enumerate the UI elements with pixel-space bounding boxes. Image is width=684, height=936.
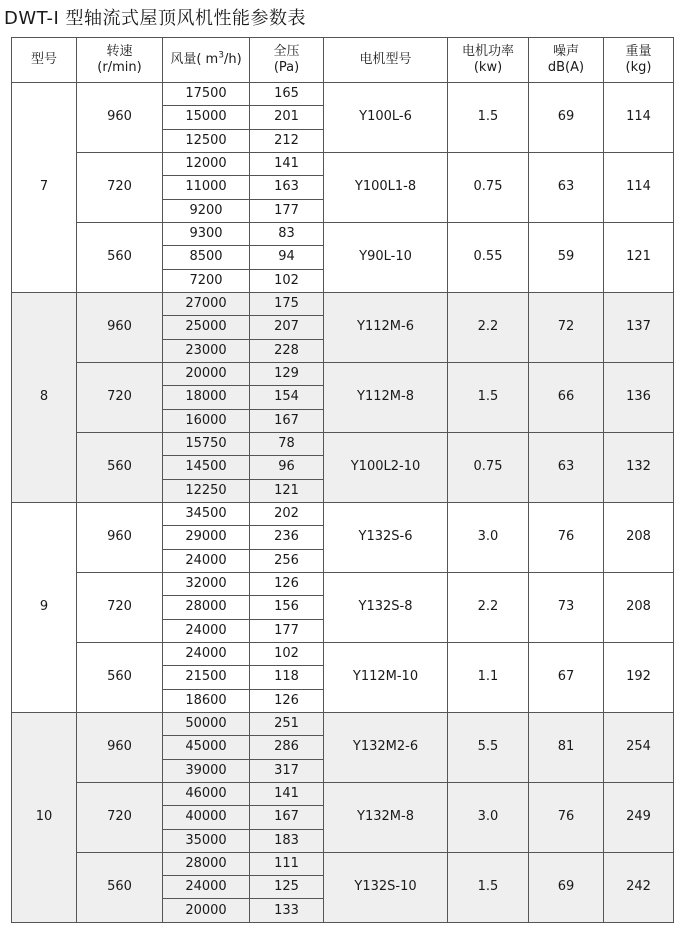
speed-cell: 720: [77, 362, 163, 432]
pressure-cell: 125: [250, 876, 324, 899]
speed-cell: 720: [77, 572, 163, 642]
pressure-cell: 202: [250, 502, 324, 525]
pressure-cell: 201: [250, 106, 324, 129]
power-cell: 5.5: [448, 712, 529, 782]
pressure-cell: 163: [250, 176, 324, 199]
power-cell: 0.55: [448, 222, 529, 292]
noise-cell: 63: [529, 432, 604, 502]
airflow-cell: 27000: [163, 292, 250, 315]
pressure-cell: 96: [250, 456, 324, 479]
noise-cell: 66: [529, 362, 604, 432]
airflow-cell: 23000: [163, 339, 250, 362]
header-row: [12, 38, 674, 83]
power-cell: 1.5: [448, 362, 529, 432]
model-cell: 9: [12, 502, 77, 712]
pressure-cell: 121: [250, 479, 324, 502]
model-cell: 7: [12, 83, 77, 293]
noise-cell: 73: [529, 572, 604, 642]
airflow-cell: 25000: [163, 316, 250, 339]
weight-cell: 208: [604, 502, 674, 572]
speed-cell: 560: [77, 432, 163, 502]
table-row: [12, 83, 674, 106]
noise-cell: 76: [529, 502, 604, 572]
airflow-cell: 46000: [163, 782, 250, 805]
pressure-cell: 177: [250, 199, 324, 222]
pressure-cell: 317: [250, 759, 324, 782]
model-cell: 10: [12, 712, 77, 922]
airflow-cell: 24000: [163, 619, 250, 642]
speed-cell: 720: [77, 152, 163, 222]
header-weight: 重量 (kg): [604, 38, 674, 83]
noise-cell: 72: [529, 292, 604, 362]
airflow-cell: 8500: [163, 246, 250, 269]
table-row: [12, 712, 674, 735]
speed-cell: 960: [77, 83, 163, 153]
pressure-cell: 156: [250, 596, 324, 619]
airflow-cell: 50000: [163, 712, 250, 735]
motor-cell: Y100L2-10: [324, 432, 448, 502]
pressure-cell: 118: [250, 666, 324, 689]
pressure-cell: 183: [250, 829, 324, 852]
airflow-cell: 17500: [163, 83, 250, 106]
table-row: [12, 222, 674, 245]
airflow-cell: 12500: [163, 129, 250, 152]
weight-cell: 208: [604, 572, 674, 642]
motor-cell: Y132S-8: [324, 572, 448, 642]
motor-cell: Y132S-10: [324, 852, 448, 922]
power-cell: 1.5: [448, 852, 529, 922]
table-row: [12, 782, 674, 805]
motor-cell: Y112M-8: [324, 362, 448, 432]
motor-cell: Y132M-8: [324, 782, 448, 852]
weight-cell: 121: [604, 222, 674, 292]
noise-cell: 69: [529, 83, 604, 153]
pressure-cell: 256: [250, 549, 324, 572]
airflow-cell: 20000: [163, 362, 250, 385]
airflow-cell: 28000: [163, 852, 250, 875]
pressure-cell: 141: [250, 782, 324, 805]
noise-cell: 63: [529, 152, 604, 222]
airflow-cell: 15000: [163, 106, 250, 129]
noise-cell: 81: [529, 712, 604, 782]
airflow-cell: 9300: [163, 222, 250, 245]
airflow-cell: 18600: [163, 689, 250, 712]
table-row: [12, 642, 674, 665]
pressure-cell: 111: [250, 852, 324, 875]
pressure-cell: 167: [250, 409, 324, 432]
speed-cell: 960: [77, 712, 163, 782]
table-row: [12, 292, 674, 315]
noise-cell: 67: [529, 642, 604, 712]
noise-cell: 76: [529, 782, 604, 852]
pressure-cell: 133: [250, 899, 324, 923]
pressure-cell: 129: [250, 362, 324, 385]
pressure-cell: 177: [250, 619, 324, 642]
airflow-cell: 39000: [163, 759, 250, 782]
power-cell: 0.75: [448, 152, 529, 222]
airflow-cell: 35000: [163, 829, 250, 852]
power-cell: 3.0: [448, 782, 529, 852]
airflow-cell: 21500: [163, 666, 250, 689]
speed-cell: 560: [77, 642, 163, 712]
motor-cell: Y100L1-8: [324, 152, 448, 222]
pressure-cell: 236: [250, 526, 324, 549]
speed-cell: 720: [77, 782, 163, 852]
header-motor: 电机型号: [324, 38, 448, 83]
airflow-cell: 45000: [163, 736, 250, 759]
header-power: 电机功率 (kw): [448, 38, 529, 83]
weight-cell: 137: [604, 292, 674, 362]
pressure-cell: 83: [250, 222, 324, 245]
airflow-cell: 11000: [163, 176, 250, 199]
header-model: 型号: [12, 38, 77, 83]
motor-cell: Y112M-6: [324, 292, 448, 362]
airflow-cell: 20000: [163, 899, 250, 923]
weight-cell: 192: [604, 642, 674, 712]
power-cell: 3.0: [448, 502, 529, 572]
weight-cell: 114: [604, 83, 674, 153]
table-row: [12, 432, 674, 455]
noise-cell: 69: [529, 852, 604, 922]
weight-cell: 132: [604, 432, 674, 502]
motor-cell: Y132M2-6: [324, 712, 448, 782]
pressure-cell: 78: [250, 432, 324, 455]
airflow-cell: 28000: [163, 596, 250, 619]
power-cell: 1.5: [448, 83, 529, 153]
weight-cell: 136: [604, 362, 674, 432]
airflow-cell: 12000: [163, 152, 250, 175]
pressure-cell: 126: [250, 572, 324, 595]
header-noise: 噪声 dB(A): [529, 38, 604, 83]
table-row: [12, 502, 674, 525]
pressure-cell: 154: [250, 386, 324, 409]
weight-cell: 249: [604, 782, 674, 852]
weight-cell: 242: [604, 852, 674, 922]
pressure-cell: 251: [250, 712, 324, 735]
airflow-cell: 34500: [163, 502, 250, 525]
pressure-cell: 102: [250, 269, 324, 292]
table-body: [12, 83, 674, 923]
airflow-cell: 40000: [163, 806, 250, 829]
performance-table: [11, 37, 674, 923]
table-row: [12, 852, 674, 875]
table-row: [12, 152, 674, 175]
airflow-cell: 15750: [163, 432, 250, 455]
pressure-cell: 167: [250, 806, 324, 829]
pressure-cell: 207: [250, 316, 324, 339]
speed-cell: 560: [77, 852, 163, 922]
pressure-cell: 126: [250, 689, 324, 712]
speed-cell: 560: [77, 222, 163, 292]
speed-cell: 960: [77, 292, 163, 362]
pressure-cell: 286: [250, 736, 324, 759]
pressure-cell: 141: [250, 152, 324, 175]
header-pressure: 全压 (Pa): [250, 38, 324, 83]
weight-cell: 254: [604, 712, 674, 782]
airflow-cell: 16000: [163, 409, 250, 432]
power-cell: 2.2: [448, 572, 529, 642]
motor-cell: Y132S-6: [324, 502, 448, 572]
power-cell: 2.2: [448, 292, 529, 362]
airflow-cell: 32000: [163, 572, 250, 595]
power-cell: 0.75: [448, 432, 529, 502]
noise-cell: 59: [529, 222, 604, 292]
motor-cell: Y90L-10: [324, 222, 448, 292]
airflow-cell: 14500: [163, 456, 250, 479]
airflow-cell: 18000: [163, 386, 250, 409]
table-row: [12, 362, 674, 385]
pressure-cell: 102: [250, 642, 324, 665]
header-airflow: 风量( $m^3/h$): [163, 38, 250, 83]
model-cell: 8: [12, 292, 77, 502]
pressure-cell: 175: [250, 292, 324, 315]
airflow-cell: 9200: [163, 199, 250, 222]
airflow-cell: 29000: [163, 526, 250, 549]
motor-cell: Y112M-10: [324, 642, 448, 712]
header-speed: 转速 (r/min): [77, 38, 163, 83]
table-row: [12, 572, 674, 595]
pressure-cell: 165: [250, 83, 324, 106]
airflow-cell: 24000: [163, 876, 250, 899]
airflow-cell: 24000: [163, 642, 250, 665]
airflow-cell: 12250: [163, 479, 250, 502]
power-cell: 1.1: [448, 642, 529, 712]
page-title: DWT-I 型轴流式屋顶风机性能参数表: [4, 8, 307, 29]
pressure-cell: 94: [250, 246, 324, 269]
speed-cell: 960: [77, 502, 163, 572]
weight-cell: 114: [604, 152, 674, 222]
airflow-cell: 7200: [163, 269, 250, 292]
pressure-cell: 212: [250, 129, 324, 152]
pressure-cell: 228: [250, 339, 324, 362]
airflow-cell: 24000: [163, 549, 250, 572]
motor-cell: Y100L-6: [324, 83, 448, 153]
